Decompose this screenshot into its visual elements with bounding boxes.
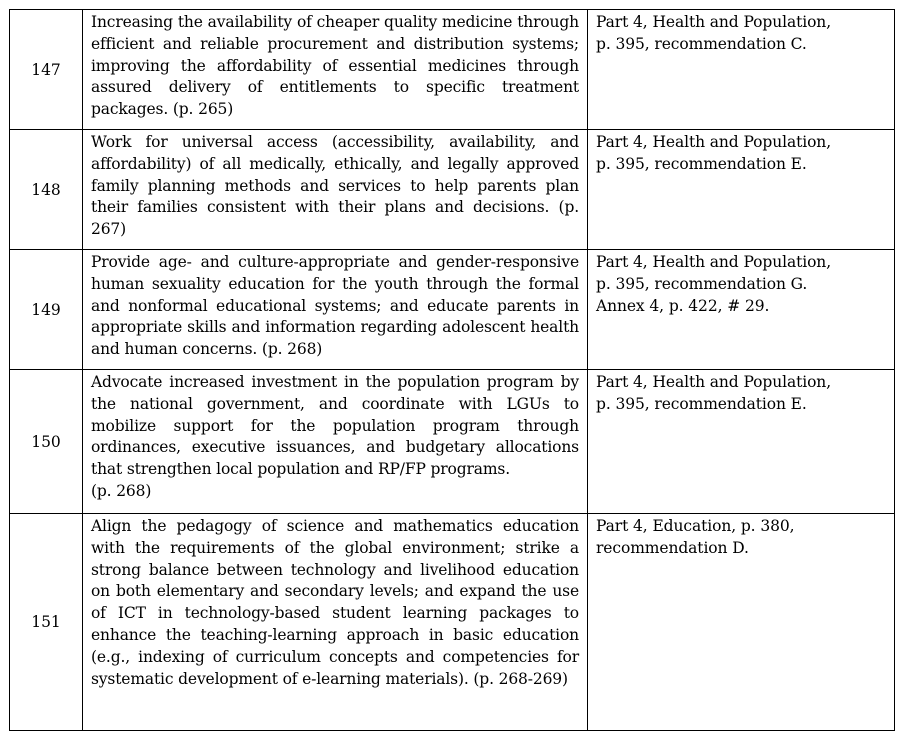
reference-line: p. 395, recommendation E.	[596, 154, 807, 173]
table-row	[10, 370, 895, 514]
item-number: 148	[10, 130, 83, 250]
recommendations-table	[9, 9, 895, 731]
reference-cell	[588, 514, 895, 731]
reference-line: Part 4, Health and Population,	[596, 133, 832, 151]
reference-line: recommendation D.	[596, 538, 749, 557]
recommendation-cell	[83, 10, 588, 130]
recommendation-cell	[83, 514, 588, 731]
recommendation-cell	[83, 370, 588, 514]
recommendation-text: Provide age- and culture-appropriate and gender-responsive human sexuality education for the youth through the formal and nonformal educational systems; and educate parents in appropriate skills and information regarding adolescent health and human concerns. (p. 268)	[91, 253, 579, 359]
item-number: 151	[10, 514, 83, 731]
item-number: 149	[10, 250, 83, 370]
recommendation-text: Work for universal access (accessibility, availability, and affordability) of all medically, ethically, and legally approved family planning methods and services to help parents plan their families consistent with their plans and decisions. (p. 267)	[91, 133, 579, 239]
reference-line: Part 4, Education, p. 380,	[596, 517, 795, 535]
reference-cell	[588, 370, 895, 514]
item-number: 147	[10, 10, 83, 130]
reference-line: Part 4, Health and Population,	[596, 253, 832, 271]
table-row	[10, 250, 895, 370]
reference-line: p. 395, recommendation C.	[596, 34, 807, 53]
table-row	[10, 514, 895, 731]
table-row	[10, 10, 895, 130]
recommendation-text: Advocate increased investment in the population program by the national government, and coordinate with LGUs to mobilize support for the population program through ordinances, executive issuances, and budgetary allocations that strengthen local population and RP/FP programs.	[91, 373, 579, 479]
table-row	[10, 130, 895, 250]
recommendation-page-ref: (p. 268)	[91, 481, 152, 500]
recommendation-text: Align the pedagogy of science and mathematics education with the requirements of the global environment; strike a strong balance between technology and livelihood education on both elementary and secondary levels; and expand the use of ICT in technology-based student learning packages to enhance the teaching-learning approach in basic education (e.g., indexing of curriculum concepts and competencies for systematic development of e-learning materials). (p. 268-269)	[91, 517, 579, 688]
recommendation-cell	[83, 250, 588, 370]
reference-cell	[588, 10, 895, 130]
item-number: 150	[10, 370, 83, 514]
reference-line: p. 395, recommendation G.	[596, 274, 808, 293]
reference-line: Part 4, Health and Population,	[596, 373, 832, 391]
reference-cell	[588, 130, 895, 250]
reference-line: Part 4, Health and Population,	[596, 13, 832, 31]
reference-cell	[588, 250, 895, 370]
reference-line: p. 395, recommendation E.	[596, 394, 807, 413]
reference-line: Annex 4, p. 422, # 29.	[596, 296, 770, 315]
recommendation-text: Increasing the availability of cheaper quality medicine through efficient and reliable procurement and distribution systems; improving the affordability of essential medicines through assured delivery of entitlements to specific treatment packages. (p. 265)	[91, 13, 579, 119]
recommendation-cell	[83, 130, 588, 250]
